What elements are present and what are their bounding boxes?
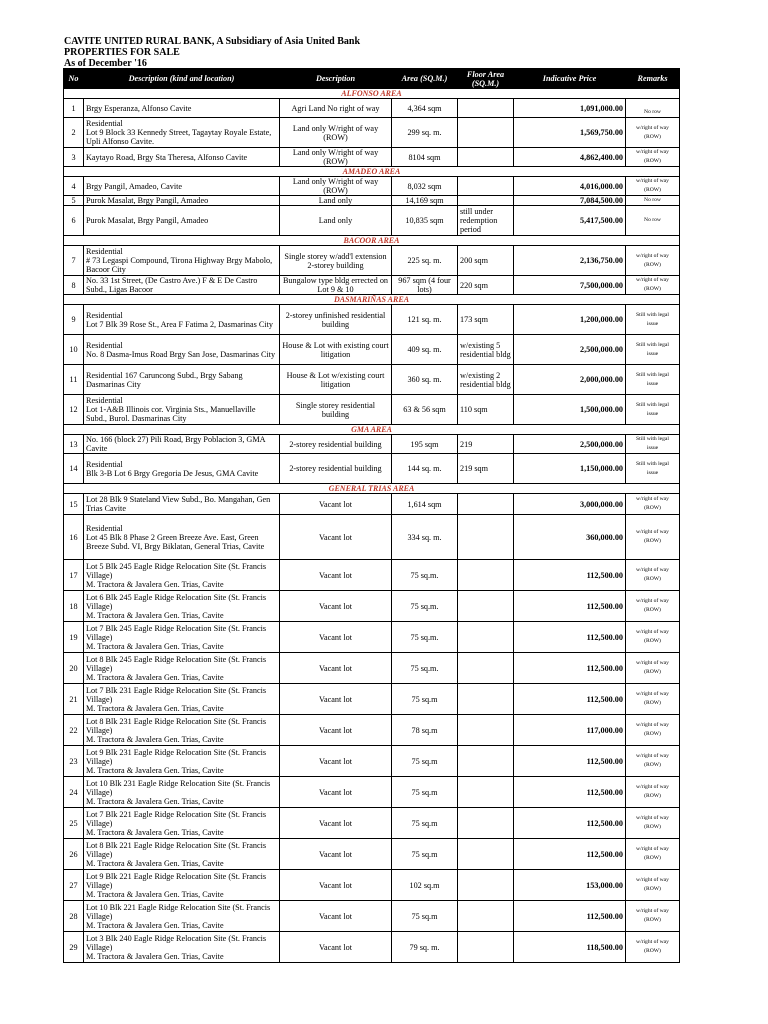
property-floor-area [458,622,514,653]
property-description: Vacant lot [280,901,392,932]
property-area: 75 sq.m. [392,591,458,622]
table-row [64,715,680,746]
property-area: 75 sq.m [392,808,458,839]
property-floor-area: 173 sqm [458,305,514,335]
property-number: 13 [64,435,84,454]
property-floor-area [458,777,514,808]
table-row [64,515,680,560]
property-price: 2,000,000.00 [514,365,626,395]
table-row [64,870,680,901]
property-number: 16 [64,515,84,560]
col-header-no: No [64,69,84,89]
property-floor-area: 110 sqm [458,395,514,425]
property-floor-area [458,870,514,901]
property-price: 112,500.00 [514,622,626,653]
property-description: Land only W/right of way (ROW) [280,118,392,148]
property-floor-area [458,746,514,777]
property-remarks: w/right of way (ROW) [626,932,680,963]
property-number: 9 [64,305,84,335]
property-floor-area: 220 sqm [458,276,514,295]
property-location: Lot 28 Blk 9 Stateland View Subd., Bo. Mangahan, Gen Trias Cavite [84,494,280,515]
property-area: 144 sq. m. [392,454,458,484]
property-floor-area [458,591,514,622]
property-number: 27 [64,870,84,901]
property-description: Agri Land No right of way [280,99,392,118]
property-description: 2-storey residential building [280,454,392,484]
property-floor-area [458,901,514,932]
property-location: Lot 7 Blk 245 Eagle Ridge Relocation Site (St. Francis Village) M. Tractora & Javalera Gen. Trias, Cavite [84,622,280,653]
property-number: 4 [64,177,84,196]
property-area: 195 sqm [392,435,458,454]
property-description: Vacant lot [280,808,392,839]
property-floor-area [458,684,514,715]
area-section-row [64,167,680,177]
property-location: Lot 10 Blk 221 Eagle Ridge Relocation Site (St. Francis Village) M. Tractora & Javalera Gen. Trias, Cavite [84,901,280,932]
table-row [64,335,680,365]
property-area: 75 sq.m. [392,653,458,684]
property-location: Purok Masalat, Brgy Pangil, Amadeo [84,196,280,206]
table-row [64,276,680,295]
property-price: 112,500.00 [514,684,626,715]
property-number: 23 [64,746,84,777]
property-location: Residential Lot 1-A&B Illinois cor. Virginia Sts., Manuellaville Subd., Burol. Dasmarinas City [84,395,280,425]
property-floor-area: w/existing 5 residential bldg [458,335,514,365]
property-number: 5 [64,196,84,206]
table-row [64,684,680,715]
property-area: 75 sq.m [392,839,458,870]
property-description: Vacant lot [280,684,392,715]
property-location: Residential # 73 Legaspi Compound, Tirona Highway Brgy Mabolo, Bacoor City [84,246,280,276]
table-row [64,777,680,808]
property-number: 3 [64,148,84,167]
property-price: 7,500,000.00 [514,276,626,295]
document-title: PROPERTIES FOR SALE [64,47,180,58]
property-floor-area [458,196,514,206]
property-number: 21 [64,684,84,715]
table-row [64,177,680,196]
table-row [64,148,680,167]
property-remarks: w/right of way (ROW) [626,715,680,746]
property-description: House & Lot w/existing court litigation [280,365,392,395]
property-location: Lot 10 Blk 231 Eagle Ridge Relocation Site (St. Francis Village) M. Tractora & Javalera Gen. Trias, Cavite [84,777,280,808]
property-price: 1,091,000.00 [514,99,626,118]
property-description: Vacant lot [280,715,392,746]
property-description: Single storey w/add'l extension 2-storey building [280,246,392,276]
property-area: 1,614 sqm [392,494,458,515]
table-row [64,99,680,118]
property-location: Lot 8 Blk 245 Eagle Ridge Relocation Site (St. Francis Village) M. Tractora & Javalera Gen. Trias, Cavite [84,653,280,684]
table-row [64,901,680,932]
property-number: 19 [64,622,84,653]
table-row [64,435,680,454]
property-description: House & Lot with existing court litigation [280,335,392,365]
property-area: 102 sq.m [392,870,458,901]
property-number: 2 [64,118,84,148]
property-description: Vacant lot [280,932,392,963]
property-location: Purok Masalat, Brgy Pangil, Amadeo [84,206,280,236]
table-row [64,206,680,236]
area-section-title: ALFONSO AREA [64,89,680,99]
property-description: Land only W/right of way (ROW) [280,177,392,196]
property-remarks: w/right of way (ROW) [626,118,680,148]
property-number: 25 [64,808,84,839]
table-row [64,746,680,777]
property-description: Bungalow type bldg errected on Lot 9 & 10 [280,276,392,295]
property-area: 299 sq. m. [392,118,458,148]
table-row [64,839,680,870]
property-description: 2-storey unfinished residential building [280,305,392,335]
table-row [64,653,680,684]
property-area: 75 sq.m [392,901,458,932]
property-remarks: w/right of way (ROW) [626,901,680,932]
property-remarks: w/right of way (ROW) [626,515,680,560]
property-remarks: No row [626,196,680,206]
property-area: 75 sq.m [392,684,458,715]
property-remarks: w/right of way (ROW) [626,246,680,276]
property-description: Vacant lot [280,839,392,870]
property-area: 225 sq. m. [392,246,458,276]
property-remarks: No row [626,99,680,118]
property-floor-area [458,808,514,839]
property-price: 112,500.00 [514,777,626,808]
property-floor-area [458,653,514,684]
property-area: 409 sq. m. [392,335,458,365]
property-remarks: w/right of way (ROW) [626,177,680,196]
property-remarks: Still with legal issue [626,454,680,484]
property-number: 11 [64,365,84,395]
property-floor-area: 219 [458,435,514,454]
area-section-row [64,236,680,246]
property-floor-area [458,99,514,118]
property-area: 78 sq.m [392,715,458,746]
bank-name: CAVITE UNITED RURAL BANK, A Subsidiary of Asia United Bank [64,36,361,47]
property-floor-area [458,494,514,515]
col-header-location: Description (kind and location) [84,69,280,89]
table-row [64,454,680,484]
property-price: 118,500.00 [514,932,626,963]
as-of-date: As of December '16 [64,58,147,69]
property-area: 8,032 sqm [392,177,458,196]
table-row [64,808,680,839]
col-header-remarks: Remarks [626,69,680,89]
property-remarks: Still with legal issue [626,335,680,365]
property-description: Vacant lot [280,746,392,777]
property-description: Land only [280,206,392,236]
property-number: 20 [64,653,84,684]
property-price: 4,862,400.00 [514,148,626,167]
property-description: Vacant lot [280,560,392,591]
property-area: 79 sq. m. [392,932,458,963]
col-header-price: Indicative Price [514,69,626,89]
property-price: 112,500.00 [514,746,626,777]
property-number: 24 [64,777,84,808]
property-number: 8 [64,276,84,295]
table-row [64,395,680,425]
property-description: Vacant lot [280,870,392,901]
property-number: 15 [64,494,84,515]
property-area: 75 sq.m. [392,622,458,653]
property-price: 112,500.00 [514,653,626,684]
property-price: 112,500.00 [514,901,626,932]
property-description: Single storey residential building [280,395,392,425]
property-location: Residential Blk 3-B Lot 6 Brgy Gregoria De Jesus, GMA Cavite [84,454,280,484]
property-location: Lot 5 Blk 245 Eagle Ridge Relocation Site (St. Francis Village) M. Tractora & Javalera Gen. Trias, Cavite [84,560,280,591]
property-price: 5,417,500.00 [514,206,626,236]
property-description: Vacant lot [280,777,392,808]
property-number: 6 [64,206,84,236]
area-section-row [64,89,680,99]
property-price: 112,500.00 [514,839,626,870]
area-section-title: GENERAL TRIAS AREA [64,484,680,494]
area-section-row [64,484,680,494]
property-remarks: w/right of way (ROW) [626,560,680,591]
property-price: 1,569,750.00 [514,118,626,148]
property-description: Land only [280,196,392,206]
property-remarks: Still with legal issue [626,305,680,335]
property-description: Vacant lot [280,591,392,622]
table-row [64,494,680,515]
property-number: 18 [64,591,84,622]
property-remarks: w/right of way (ROW) [626,777,680,808]
property-location: Kaytayo Road, Brgy Sta Theresa, Alfonso Cavite [84,148,280,167]
property-floor-area [458,177,514,196]
property-description: Land only W/right of way (ROW) [280,148,392,167]
area-section-title: BACOOR AREA [64,236,680,246]
property-price: 153,000.00 [514,870,626,901]
table-header-row [64,69,680,89]
property-floor-area: 200 sqm [458,246,514,276]
area-section-title: DASMARIÑAS AREA [64,295,680,305]
property-location: Residential Lot 9 Block 33 Kennedy Street, Tagaytay Royale Estate, Upli Alfonso Cavite. [84,118,280,148]
property-location: No. 33 1st Street, (De Castro Ave.) F & E De Castro Subd., Ligas Bacoor [84,276,280,295]
property-price: 2,500,000.00 [514,335,626,365]
property-number: 22 [64,715,84,746]
property-remarks: w/right of way (ROW) [626,494,680,515]
property-remarks: Still with legal issue [626,395,680,425]
property-location: Brgy Esperanza, Alfonso Cavite [84,99,280,118]
property-number: 28 [64,901,84,932]
property-number: 10 [64,335,84,365]
property-location: Lot 6 Blk 245 Eagle Ridge Relocation Site (St. Francis Village) M. Tractora & Javalera Gen. Trias, Cavite [84,591,280,622]
property-remarks: w/right of way (ROW) [626,276,680,295]
document-header [64,36,360,69]
property-price: 360,000.00 [514,515,626,560]
property-remarks: Still with legal issue [626,435,680,454]
property-location: Brgy Pangil, Amadeo, Cavite [84,177,280,196]
property-location: Residential Lot 45 Blk 8 Phase 2 Green Breeze Ave. East, Green Breeze Subd. VI, Brgy Biklatan, General Trias, Cavite [84,515,280,560]
property-description: Vacant lot [280,494,392,515]
col-header-floor-area: Floor Area (SQ.M.) [458,69,514,89]
property-remarks: w/right of way (ROW) [626,622,680,653]
property-number: 1 [64,99,84,118]
property-floor-area [458,515,514,560]
property-floor-area: w/existing 2 residential bldg [458,365,514,395]
property-price: 112,500.00 [514,591,626,622]
property-area: 63 & 56 sqm [392,395,458,425]
property-remarks: w/right of way (ROW) [626,148,680,167]
area-section-title: GMA AREA [64,425,680,435]
property-remarks: w/right of way (ROW) [626,808,680,839]
table-row [64,365,680,395]
property-location: Lot 9 Blk 231 Eagle Ridge Relocation Site (St. Francis Village) M. Tractora & Javalera Gen. Trias, Cavite [84,746,280,777]
property-floor-area [458,148,514,167]
property-location: Residential No. 8 Dasma-Imus Road Brgy San Jose, Dasmarinas City [84,335,280,365]
property-floor-area [458,715,514,746]
table-row [64,118,680,148]
property-area: 4,364 sqm [392,99,458,118]
col-header-description: Description [280,69,392,89]
area-section-row [64,295,680,305]
property-area: 75 sq.m. [392,560,458,591]
table-row [64,591,680,622]
property-number: 14 [64,454,84,484]
property-location: Residential 167 Caruncong Subd., Brgy Sabang Dasmarinas City [84,365,280,395]
property-floor-area: 219 sqm [458,454,514,484]
property-area: 334 sq. m. [392,515,458,560]
property-remarks: w/right of way (ROW) [626,684,680,715]
col-header-area: Area (SQ.M.) [392,69,458,89]
property-price: 1,200,000.00 [514,305,626,335]
property-area: 967 sqm (4 four lots) [392,276,458,295]
table-row [64,246,680,276]
property-area: 360 sq. m. [392,365,458,395]
property-location: Lot 8 Blk 231 Eagle Ridge Relocation Site (St. Francis Village) M. Tractora & Javalera Gen. Trias, Cavite [84,715,280,746]
property-price: 3,000,000.00 [514,494,626,515]
property-location: Lot 9 Blk 221 Eagle Ridge Relocation Site (St. Francis Village) M. Tractora & Javalera Gen. Trias, Cavite [84,870,280,901]
property-area: 14,169 sqm [392,196,458,206]
property-location: Residential Lot 7 Blk 39 Rose St., Area F Fatima 2, Dasmarinas City [84,305,280,335]
property-price: 2,136,750.00 [514,246,626,276]
property-remarks: w/right of way (ROW) [626,653,680,684]
property-price: 112,500.00 [514,808,626,839]
properties-table [63,68,680,963]
property-area: 75 sq.m [392,746,458,777]
property-location: Lot 7 Blk 231 Eagle Ridge Relocation Site (St. Francis Village) M. Tractora & Javalera Gen. Trias, Cavite [84,684,280,715]
table-row [64,196,680,206]
property-area: 75 sq.m [392,777,458,808]
property-price: 112,500.00 [514,560,626,591]
table-body [64,89,680,963]
table-row [64,932,680,963]
property-location: Lot 3 Blk 240 Eagle Ridge Relocation Site (St. Francis Village) M. Tractora & Javalera Gen. Trias, Cavite [84,932,280,963]
property-location: No. 166 (block 27) Pili Road, Brgy Poblacion 3, GMA Cavite [84,435,280,454]
property-price: 1,150,000.00 [514,454,626,484]
property-price: 7,084,500.00 [514,196,626,206]
property-floor-area: still under redemption period [458,206,514,236]
property-remarks: w/right of way (ROW) [626,870,680,901]
property-floor-area [458,839,514,870]
property-area: 10,835 sqm [392,206,458,236]
property-floor-area [458,118,514,148]
property-remarks: w/right of way (ROW) [626,839,680,870]
table-row [64,622,680,653]
property-location: Lot 8 Blk 221 Eagle Ridge Relocation Site (St. Francis Village) M. Tractora & Javalera Gen. Trias, Cavite [84,839,280,870]
property-floor-area [458,560,514,591]
property-location: Lot 7 Blk 221 Eagle Ridge Relocation Site (St. Francis Village) M. Tractora & Javalera Gen. Trias, Cavite [84,808,280,839]
property-number: 12 [64,395,84,425]
property-number: 26 [64,839,84,870]
property-remarks: w/right of way (ROW) [626,746,680,777]
property-number: 17 [64,560,84,591]
table-row [64,560,680,591]
property-price: 1,500,000.00 [514,395,626,425]
property-remarks: No row [626,206,680,236]
table-row [64,305,680,335]
property-price: 4,016,000.00 [514,177,626,196]
property-number: 7 [64,246,84,276]
property-remarks: Still with legal issue [626,365,680,395]
property-area: 121 sq. m. [392,305,458,335]
property-remarks: w/right of way (ROW) [626,591,680,622]
property-description: Vacant lot [280,653,392,684]
property-description: 2-storey residential building [280,435,392,454]
property-floor-area [458,932,514,963]
area-section-row [64,425,680,435]
property-number: 29 [64,932,84,963]
area-section-title: AMADEO AREA [64,167,680,177]
property-description: Vacant lot [280,515,392,560]
property-description: Vacant lot [280,622,392,653]
property-area: 8104 sqm [392,148,458,167]
property-price: 117,000.00 [514,715,626,746]
property-price: 2,500,000.00 [514,435,626,454]
